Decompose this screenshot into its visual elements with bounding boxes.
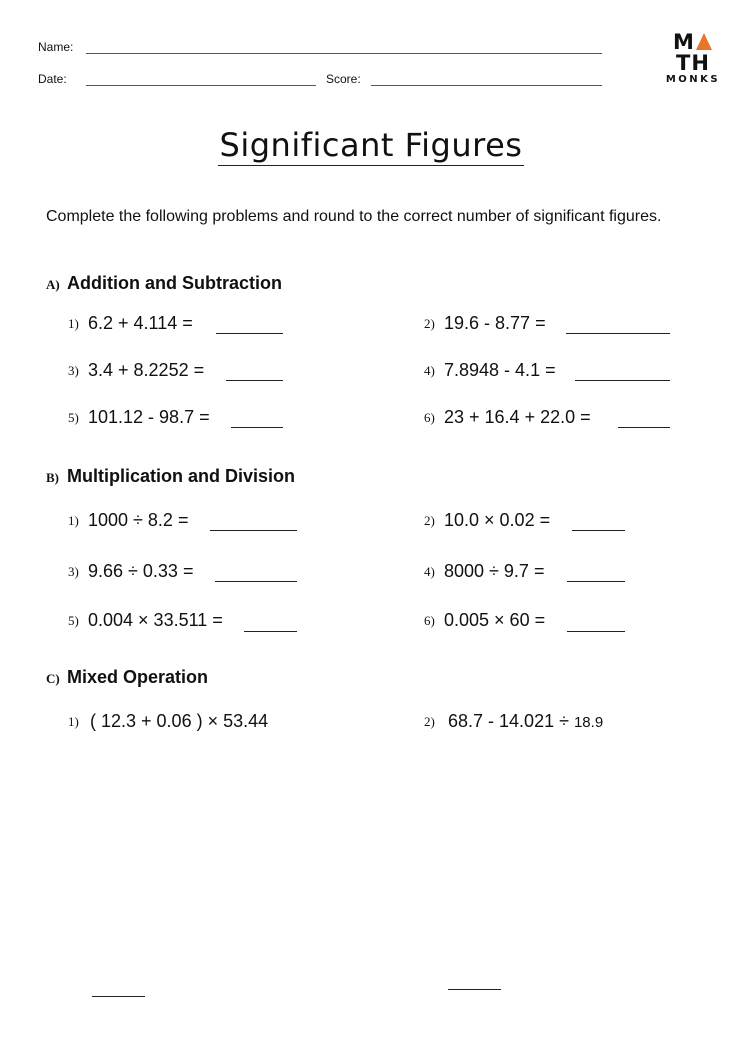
answer-blank[interactable] (210, 530, 297, 531)
logo-triangle-icon (696, 33, 712, 50)
answer-blank[interactable] (567, 631, 625, 632)
expression-main: 68.7 - 14.021 ÷ (448, 711, 574, 731)
score-field[interactable] (371, 85, 602, 86)
problem-expression: 10.0 × 0.02 = (444, 510, 551, 530)
problem-number: 6) (424, 613, 435, 628)
instructions: Complete the following problems and round to the correct number of significant figures. (46, 208, 662, 225)
problem-expression: 19.6 - 8.77 = (444, 313, 546, 333)
answer-blank[interactable] (226, 380, 283, 381)
answer-blank[interactable] (572, 530, 625, 531)
problem-expression: 23 + 16.4 + 22.0 = (444, 407, 591, 427)
problem-number: 1) (68, 316, 79, 331)
logo-subtitle: MONKS (665, 74, 721, 85)
problem-expression: ( 12.3 + 0.06 ) × 53.44 (90, 711, 269, 731)
answer-blank[interactable] (92, 996, 145, 997)
answer-blank[interactable] (216, 333, 283, 334)
problem-number: 3) (68, 363, 79, 378)
problem-number: 2) (424, 714, 435, 729)
name-label: Name: (38, 40, 74, 54)
answer-blank[interactable] (448, 989, 501, 990)
problem-expression: 0.004 × 33.511 = (88, 610, 223, 630)
problem-number: 6) (424, 410, 435, 425)
problem-expression: 8000 ÷ 9.7 = (444, 561, 545, 581)
problem-number: 5) (68, 613, 79, 628)
section-c-letter: C) (46, 671, 60, 686)
section-a-title: Addition and Subtraction (67, 273, 282, 293)
problem-expression: 6.2 + 4.114 = (88, 313, 193, 333)
problem-number: 2) (424, 316, 435, 331)
answer-blank[interactable] (215, 581, 297, 582)
logo-wordmark (658, 32, 728, 74)
answer-blank[interactable] (244, 631, 297, 632)
problem-expression: 7.8948 - 4.1 = (444, 360, 556, 380)
page-title: Significant Figures (219, 126, 523, 164)
problem-expression: 0.005 × 60 = (444, 610, 546, 630)
problem-expression (448, 711, 603, 732)
logo-m: M (673, 30, 695, 54)
logo (658, 32, 728, 85)
problem-expression: 9.66 ÷ 0.33 = (88, 561, 194, 581)
answer-blank[interactable] (231, 427, 283, 428)
problem-number: 2) (424, 513, 435, 528)
problem-expression: 1000 ÷ 8.2 = (88, 510, 189, 530)
section-b-letter: B) (46, 470, 59, 485)
problem-number: 1) (68, 513, 79, 528)
section-c-title: Mixed Operation (67, 667, 209, 687)
expression-divisor: 18.9 (573, 714, 604, 731)
problem-number: 5) (68, 410, 79, 425)
answer-blank[interactable] (618, 427, 670, 428)
answer-blank[interactable] (575, 380, 670, 381)
answer-blank[interactable] (566, 333, 670, 334)
section-a-letter: A) (46, 277, 60, 292)
answer-blank[interactable] (567, 581, 625, 582)
problem-number: 4) (424, 363, 435, 378)
problem-number: 3) (68, 564, 79, 579)
section-b-title: Multiplication and Division (67, 466, 296, 486)
problem-number: 4) (424, 564, 435, 579)
name-field[interactable] (86, 53, 602, 54)
problem-number: 1) (68, 714, 79, 729)
title-underline (218, 165, 524, 166)
date-label: Date: (38, 72, 67, 86)
date-field[interactable] (86, 85, 316, 86)
score-label: Score: (326, 72, 361, 86)
logo-th: TH (676, 51, 710, 75)
problem-expression: 3.4 + 8.2252 = (88, 360, 205, 380)
problem-expression: 101.12 - 98.7 = (88, 407, 210, 427)
